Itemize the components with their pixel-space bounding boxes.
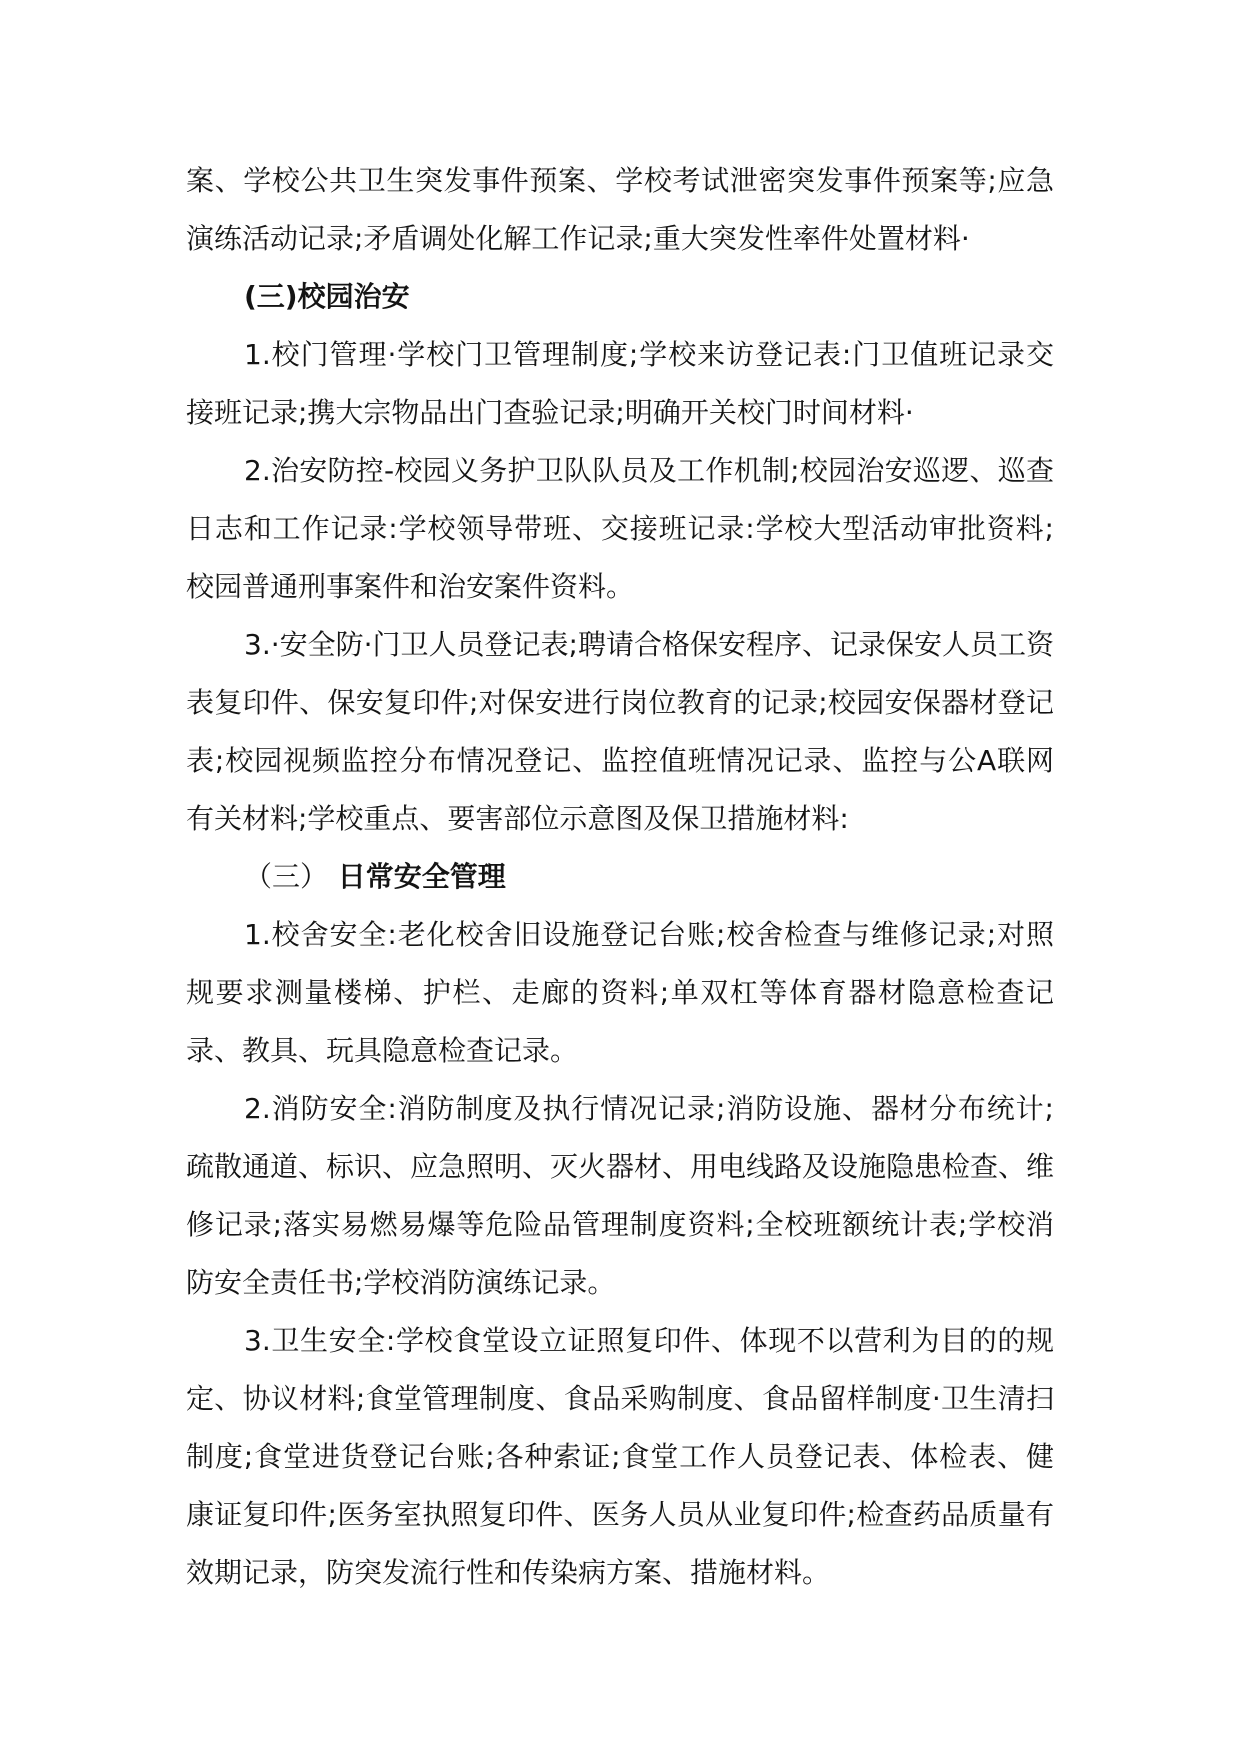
paragraph-gate-management: 1.校门管理·学校门卫管理制度;学校来访登记表:门卫值班记录交接班记录;携大宗物品出门查验记录;明确开关校门时间材料· [186, 338, 1054, 429]
paragraph-continuation: 案、学校公共卫生突发事件预案、学校考试泄密突发事件预案等;应急演练活动记录;矛盾调处化解工作记录;重大突发性率件处置材料· [186, 164, 1054, 255]
paragraph-hygiene-safety: 3.卫生安全:学校食堂设立证照复印件、体现不以营利为目的的规定、协议材料;食堂管理制度、食品采购制度、食品留样制度·卫生清扫制度;食堂进货登记台账;各种索证;食堂工作人员登记表、体检表、健康证复印件;医务室执照复印件、医务人员从业复印件;检查药品质量有效期记录，防突发流行性和传染病方案、措施材料。 [186, 1324, 1054, 1589]
section-heading-title: 日常安全管理 [337, 860, 506, 893]
section-heading-daily-safety [186, 848, 1054, 906]
section-heading-campus-security: (三)校园治安 [244, 280, 410, 313]
paragraph-security-control: 2.治安防控-校园义务护卫队队员及工作机制;校园治安巡逻、巡查日志和工作记录:学校领导带班、交接班记录:学校大型活动审批资料;校园普通刑事案件和治安案件资料。 [186, 454, 1054, 603]
paragraph-building-safety: 1.校舍安全:老化校舍旧设施登记台账;校舍检查与维修记录;对照规要求测量楼梯、护栏、走廊的资料;单双杠等体育器材隐意检查记录、教具、玩具隐意检查记录。 [186, 918, 1054, 1067]
document-body [186, 152, 1054, 1602]
paragraph-security-defense: 3.·安全防·门卫人员登记表;聘请合格保安程序、记录保安人员工资表复印件、保安复印件;对保安进行岗位教育的记录;校园安保器材登记表;校园视频监控分布情况登记、监控值班情况记录、监控与公A联网有关材料;学校重点、要害部位示意图及保卫措施材料: [186, 628, 1054, 835]
paragraph-fire-safety: 2.消防安全:消防制度及执行情况记录;消防设施、器材分布统计;疏散通道、标识、应急照明、灭火器材、用电线路及设施隐患检查、维修记录;落实易燃易爆等危险品管理制度资料;全校班额统计表;学校消防安全责任书;学校消防演练记录。 [186, 1092, 1055, 1299]
section-heading-prefix: （三） [244, 860, 329, 893]
